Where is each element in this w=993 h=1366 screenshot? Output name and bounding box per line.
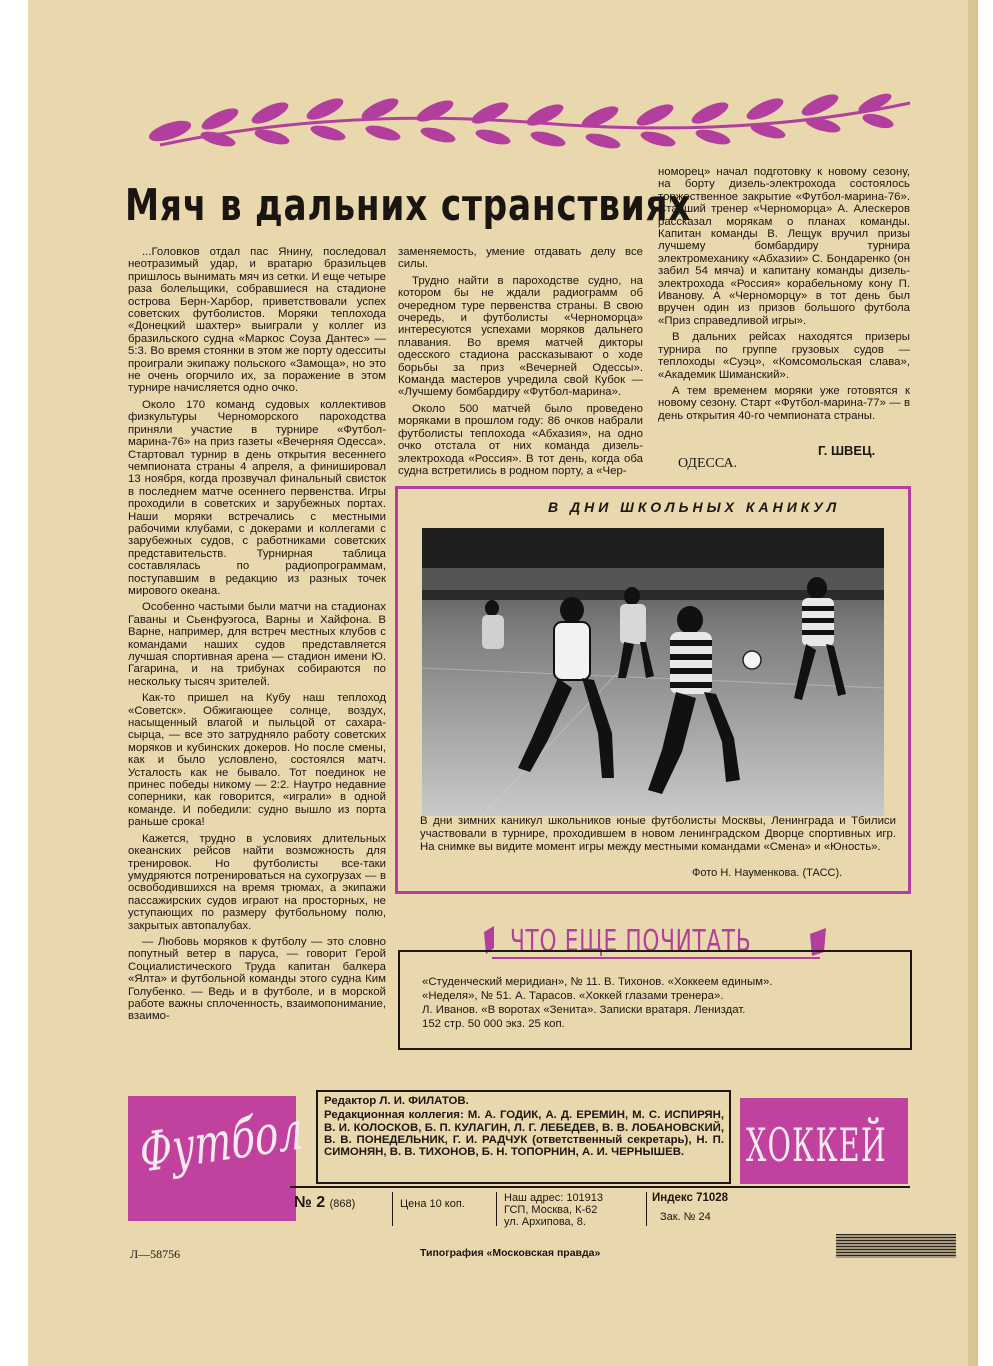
issue-number-value: № 2 bbox=[294, 1194, 326, 1211]
paragraph: Кажется, трудно в условиях длительных океанских рейсов найти возможность для тренировок. Но футболисты все-таки умудряются потренироваться на сухогрузах — в освободившихся на время трюмах, а экипажи пассажирских судов играют на просторных, не уступающих по размеру футбольному полю, закрытых автопалубах. bbox=[128, 832, 386, 932]
list-item: 152 стр. 50 000 экз. 25 коп. bbox=[422, 1018, 565, 1030]
paragraph: заменяемость, умение отдавать делу все силы. bbox=[398, 246, 643, 271]
football-match-photo bbox=[422, 528, 884, 816]
photo-block-title: В ДНИ ШКОЛЬНЫХ КАНИКУЛ bbox=[548, 499, 841, 515]
paragraph: Особенно частыми были матчи на стадионах Гаваны и Сьенфуэгоса, Варны и Хайфона. В Варне, например, для встреч местных клубов с командами наших судов представляется лучшая спортивная арена — стадион имени Ю. Гагарина, и на трибунах собираются по нескольку тысяч зрителей. bbox=[128, 601, 386, 688]
hockey-logo bbox=[740, 1098, 908, 1184]
photo-caption: В дни зимних каникул школьников юные футболисты Москвы, Ленинграда и Тбилиси участвовали в турнире, проходившем в новом ленинградском Дворце спортивных игр. На снимке вы видите момент игры между местными командами «Смена» и «Юность». bbox=[420, 815, 896, 853]
index: Индекс 71028 bbox=[652, 1192, 729, 1204]
issue-total: (868) bbox=[329, 1198, 356, 1210]
football-logo-text: Футбол bbox=[137, 1098, 306, 1185]
hockey-logo-text: ХОККЕЙ bbox=[746, 1118, 887, 1172]
board-members: Редакционная коллегия: М. А. ГОДИК, А. Д. ЕРЕМИН, М. С. ИСПИРЯН, В. И. КОЛОСКОВ, Б. П. КУЛАГИН, Л. Г. ЛЕБЕДЕВ, В. В. ЛОБАНОВСКИЙ, В. В. ПОНЕДЕЛЬНИК, Г. И. РАДЧУК (ответственный секретарь), Н. П. СИМОНЯН, В. В. ТИХОНОВ, Б. Н. ТОПОРНИН, А. И. ЧЕРНЫШЕВ. bbox=[324, 1109, 724, 1159]
address-line: ГСП, Москва, К-62 bbox=[504, 1204, 598, 1216]
address-line: Наш адрес: 101913 bbox=[504, 1192, 604, 1204]
divider bbox=[496, 1192, 497, 1226]
price: Цена 10 коп. bbox=[400, 1198, 465, 1210]
order-number: Зак. № 24 bbox=[660, 1211, 711, 1223]
article-column-3 bbox=[658, 166, 910, 426]
paper-edge bbox=[968, 0, 978, 1366]
paragraph: Как-то пришел на Кубу наш теплоход «Советск». Обжигающее солнце, воздух, насыщенный влагой и пыльцой от сахара-сырца, — все это затрудняло работу советских моряков и кубинских докеров. Но после смены, как и было условлено, состоялся матч. Усталость как не бывало. Тот поединок не принес победы никому — 2:2. Наутро недавние соперники, как говорится, «играли» в одной команде. И победили: судно вышло из порта раньше срока! bbox=[128, 692, 386, 829]
paragraph: Около 170 команд судовых коллективов физкультуры Черноморского пароходства приняли участие в турнире «Футбол-марина-76» на приз газеты «Вечерняя Одесса». Стартовал турнир в день открытия весеннего чемпионата страны 4 апреля, а финишировал 13 ноября, когда прозвучал финальный свисток в последнем матче осеннего первенства. Игры проходили в советских и зарубежных портах. Наши моряки встречались с местными рабочими клубами, с докерами и коллегами с зарубежных судов, с работниками советских представительств. Турнирная таблица составлялась по радиопрограммам, поступавшим в редакцию из разных точек мирового океана. bbox=[128, 398, 386, 597]
article-dateline: ОДЕССА. bbox=[678, 456, 738, 471]
list-item: «Студенческий меридиан», № 11. В. Тихонов. «Хоккеем единым». bbox=[422, 976, 773, 988]
divider bbox=[392, 1192, 393, 1226]
list-item: «Неделя», № 51. А. Тарасов. «Хоккей глазами тренера». bbox=[422, 990, 724, 1002]
reading-title: ЧТО ЕЩЕ ПОЧИТАТЬ bbox=[510, 924, 752, 959]
paragraph: Трудно найти в пароходстве судно, на котором бы не ждали радиограмм об очередном туре первенства страны. В свою очередь, и футболисты «Черноморца» интересуются успехами моряков дальнего плавания. Во время матчей дикторы одесского стадиона рассказывают о ходе борьбы за приз «Вечерней Одессы». Команда мастеров учредила свой Кубок — «Лучшему бомбардиру «Футбол-марина». bbox=[398, 274, 643, 399]
address bbox=[504, 1192, 603, 1228]
paragraph: А тем временем моряки уже готовятся к новому сезону. Старт «Футбол-марина-77» — в день открытия 40-го чемпионата страны. bbox=[658, 384, 910, 422]
paragraph: — Любовь моряков к футболу — это словно попутный ветер в паруса, — говорит Герой Социалистического Труда капитан балкера «Ялта» и футбольной команды этого судна Ким Голубенко. — Ведь и в футболе, и в морской работе важны сплоченность, взаимопонимание, взаимо- bbox=[128, 935, 386, 1023]
article-column-1 bbox=[128, 246, 386, 1027]
printer-line: Типография «Московская правда» bbox=[420, 1247, 601, 1259]
paragraph: В дальних рейсах находятся призеры турнира по группе грузовых судов — теплоходы «Суэц», «Комсомольская слава», «Академик Шиманский». bbox=[658, 331, 910, 381]
print-code: Л—58756 bbox=[130, 1247, 181, 1261]
masthead-rule bbox=[290, 1186, 910, 1188]
issue-number bbox=[294, 1194, 355, 1212]
article-author: Г. ШВЕЦ. bbox=[818, 443, 876, 458]
reading-list bbox=[422, 975, 892, 1031]
football-logo bbox=[128, 1096, 306, 1221]
photo-credit: Фото Н. Науменкова. (ТАСС). bbox=[692, 867, 843, 879]
paragraph: ...Головков отдал пас Янину, последовал неотразимый удар, и вратарю бразильцев пришлось вынимать мяч из сетки. И еще четыре раза болельщики, собравшиеся на стадионе острова Берн-Харбор, приветствовали успех советских футболистов. Моряки теплохода «Донецкий шахтер» выиграли у коллег из бразильского судна «Маркос Соуза Дантес» — 5:3. Во время стоянки в этом же порту одесситы проиграли экипажу польского «Замоща», но это не очень огорчило их, за поражение в этом турнире начисляется одно очко. bbox=[128, 246, 386, 395]
divider bbox=[646, 1192, 647, 1226]
laurel-ornament bbox=[140, 93, 928, 157]
list-item: Л. Иванов. «В воротах «Зенита». Записки вратаря. Лениздат. bbox=[422, 1004, 746, 1016]
address-line: ул. Архипова, 8. bbox=[504, 1216, 586, 1228]
editor-line: Редактор Л. И. ФИЛАТОВ. bbox=[324, 1095, 469, 1107]
article-headline: Мяч в дальних странствиях bbox=[125, 180, 692, 231]
ruled-strip bbox=[836, 1234, 956, 1258]
editorial-board bbox=[324, 1095, 724, 1158]
paragraph: Около 500 матчей было проведено моряками в прошлом году: 86 очков набрали футболисты теплохода «Абхазия», на одно очко отстала от них команда дизель-электрохода «Россия». В тот день, когда оба судна встретились в родном порту, а «Чер- bbox=[398, 402, 643, 477]
article-column-2 bbox=[398, 246, 643, 481]
paragraph: номорец» начал подготовку к новому сезону, на борту дизель-электрохода состоялось торжественное закрытие «Футбол-марина-76». Старший тренер «Черноморца» А. Алескеров рассказал морякам о планах команды. Капитан команды В. Лещук вручил призы лучшему бомбардиру турнира электромеханику «Абхазии» С. Бондаренко (он забил 54 мяча) и капитану команды дизель-электрохода «Россия» корабельному кону П. Иванову. А «Черноморцу» в тот день был вручен один из призов большого футбола «Приз справедливой игры». bbox=[658, 166, 910, 327]
